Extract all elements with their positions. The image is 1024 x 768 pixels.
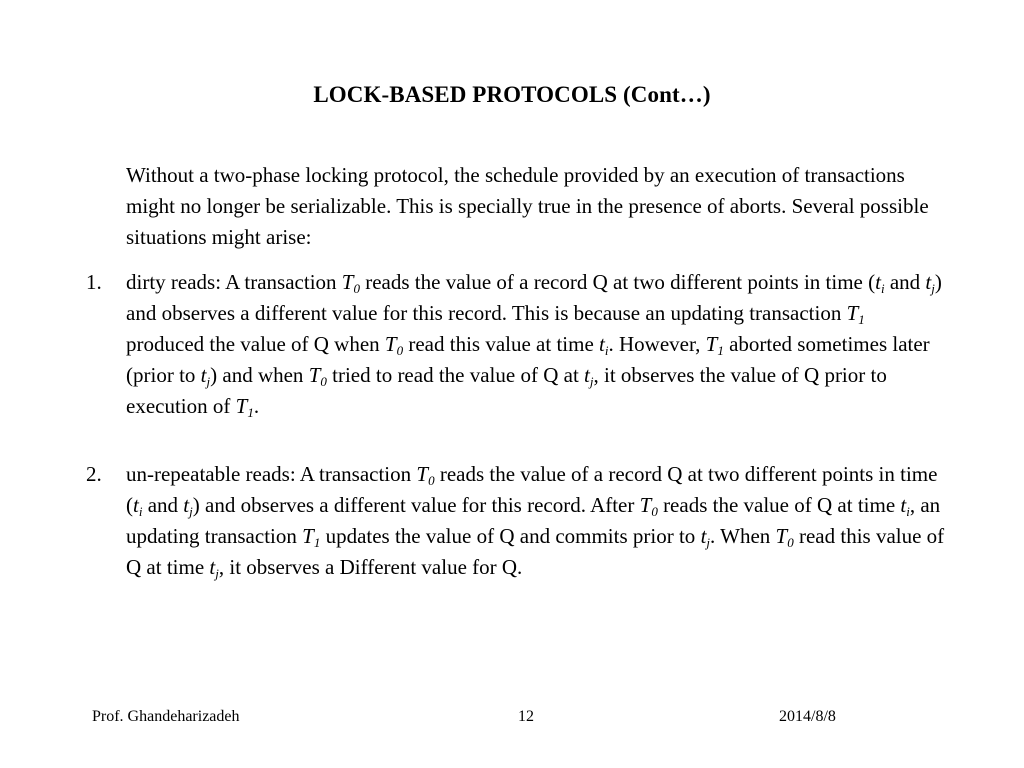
var-sub: [858, 312, 865, 327]
var-sub-text: 1: [717, 343, 724, 358]
text-run: read this value at time: [403, 332, 600, 356]
var-sub-text: j: [706, 535, 711, 550]
var-sub-text: 1: [313, 535, 321, 550]
var: t: [925, 270, 932, 294]
var-sub-text: j: [589, 374, 594, 389]
text-run: and: [142, 493, 184, 517]
var: t: [584, 363, 590, 387]
text-run: , it observes the value of Q prior to execution of: [126, 363, 887, 418]
var-sub-text: 0: [651, 504, 658, 519]
text-run: updates the value of Q and commits prior to: [320, 524, 701, 548]
var-sub-text: i: [138, 504, 143, 519]
slide-title: LOCK-BASED PROTOCOLS (Cont…): [313, 82, 711, 107]
text-run: , it observes a Different value for Q.: [218, 555, 523, 579]
text-run: . When: [710, 524, 776, 548]
text-run: ) and when: [210, 363, 309, 387]
var-sub-text: 1: [247, 405, 254, 420]
var: T: [302, 524, 314, 548]
var-sub-text: j: [215, 566, 219, 581]
var: T: [235, 394, 248, 418]
var: t: [209, 555, 216, 579]
var-sub-text: j: [189, 504, 193, 519]
var: t: [200, 363, 207, 387]
var: T: [846, 301, 859, 325]
var: T: [416, 462, 429, 486]
text-run: .: [253, 394, 260, 418]
var-sub-text: j: [931, 281, 935, 296]
var-sub-text: i: [880, 281, 885, 296]
var-sub-text: 0: [787, 535, 794, 550]
var-sub-text: 1: [858, 312, 865, 327]
list-item-unrepeatable-reads: [86, 459, 946, 583]
var: t: [900, 493, 907, 517]
list-item-number: 2.: [86, 462, 102, 486]
text-run: dirty reads: A transaction: [126, 270, 342, 294]
text-run: aborted sometimes later (prior to: [126, 332, 930, 387]
var: t: [599, 332, 605, 356]
text-run: produced the value of Q when: [126, 332, 385, 356]
text-run: , an updating transaction: [126, 493, 941, 548]
var-sub-text: i: [906, 504, 910, 519]
var: T: [308, 363, 321, 387]
var-sub-text: i: [604, 343, 609, 358]
var: T: [384, 332, 397, 356]
var: T: [639, 493, 652, 517]
text-run: ) and observes a different value for this record. This is because an updating transaction: [126, 270, 942, 325]
var: t: [183, 493, 190, 517]
text-run: tried to read the value of Q at: [326, 363, 585, 387]
var: t: [875, 270, 881, 294]
var: T: [341, 270, 354, 294]
var: T: [775, 524, 788, 548]
footer-date: 2014/8/8: [779, 708, 836, 725]
footer-page-number: 12: [518, 708, 534, 725]
var-sub-text: 0: [320, 374, 327, 389]
var: t: [700, 524, 707, 548]
var-sub-text: 0: [428, 473, 435, 488]
var-sub-text: j: [206, 374, 211, 389]
var-sub-text: 0: [396, 343, 404, 358]
text-run: reads the value of Q at time: [657, 493, 901, 517]
text-run: ) and observes a different value for this record. After: [192, 493, 640, 517]
list-item-number: 1.: [86, 270, 102, 294]
text-run: . However,: [608, 332, 706, 356]
intro-paragraph: Without a two-phase locking protocol, the schedule provided by an execution of transactions might no longer be serializable. This is specially true in the presence of aborts. Several possible situations might arise:: [126, 163, 929, 249]
var-sub-text: 0: [353, 281, 360, 296]
text-run: reads the value of a record Q at two different points in time (: [359, 270, 876, 294]
text-run: reads the value of a record Q at two different points in time (: [126, 462, 938, 517]
footer-author: Prof. Ghandeharizadeh: [92, 708, 240, 725]
text-run: and: [884, 270, 926, 294]
var: t: [133, 493, 139, 517]
text-run: un-repeatable reads: A transaction: [126, 462, 417, 486]
list-item-dirty-reads: [86, 267, 946, 422]
text-run: read this value of Q at time: [126, 524, 945, 579]
var: T: [705, 332, 718, 356]
